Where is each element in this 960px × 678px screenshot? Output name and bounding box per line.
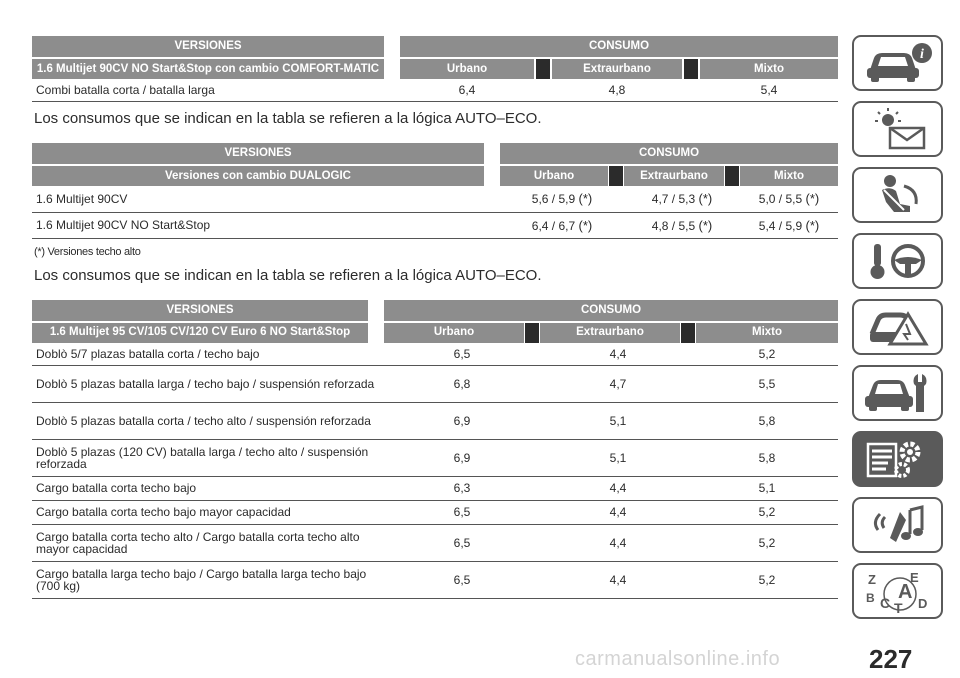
index-letter: D <box>917 596 927 611</box>
header-versions: VERSIONES <box>32 143 484 165</box>
tab-safety[interactable] <box>852 167 943 223</box>
technical-data-icon <box>860 436 936 482</box>
page-number: 227 <box>869 644 913 674</box>
header-consumo: CONSUMO <box>384 300 838 322</box>
maintenance-icon <box>860 370 936 416</box>
safety-airbag-icon <box>860 172 936 218</box>
consumption-table-comfortmatic <box>32 36 838 102</box>
chapter-sidebar <box>852 35 943 629</box>
header-extraurbano: Extraurbano <box>624 165 724 186</box>
header-urbano: Urbano <box>500 165 608 186</box>
note-auto-eco-1: Los consumos que se indican en la tabla se refieren a la lógica AUTO–ECO. <box>34 110 542 127</box>
starting-driving-icon <box>860 238 936 284</box>
tab-warning-lights[interactable] <box>852 101 943 157</box>
header-mixto: Mixto <box>700 58 838 79</box>
table-row: Combi batalla corta / batalla larga 6,4 4,8 5,4 <box>32 79 838 102</box>
table-row: Cargo batalla larga techo bajo / Cargo batalla larga techo bajo (700 kg) 6,5 4,4 5,2 <box>32 561 838 598</box>
content-area <box>32 36 838 599</box>
tab-index[interactable] <box>852 563 943 619</box>
header-versions: VERSIONES <box>32 36 384 58</box>
tab-emergency[interactable] <box>852 299 943 355</box>
header-consumo: CONSUMO <box>400 36 838 58</box>
footnote-mark: (*) <box>805 191 820 207</box>
index-letter: Z <box>867 572 876 587</box>
index-letter: T <box>893 600 903 614</box>
table-row: Doblò 5/7 plazas batalla corta / techo bajo 6,5 4,4 5,2 <box>32 343 838 366</box>
header-model: Versiones con cambio DUALOGIC <box>32 165 484 186</box>
header-mixto: Mixto <box>696 322 838 343</box>
header-urbano: Urbano <box>400 58 534 79</box>
table-row: Cargo batalla corta techo bajo 6,3 4,4 5,1 <box>32 476 838 500</box>
header-extraurbano: Extraurbano <box>540 322 680 343</box>
emergency-icon <box>860 304 936 350</box>
table-row: 1.6 Multijet 90CV NO Start&Stop 6,4 / 6,7 (*) 4,8 / 5,5 (*) 5,4 / 5,9 (*) <box>32 212 838 238</box>
svg-text:i: i <box>919 47 924 62</box>
table-row: Cargo batalla corta techo alto / Cargo batalla corta techo alto mayor capacidad 6,5 4,4 5,2 <box>32 524 838 561</box>
tab-car-info[interactable] <box>852 35 943 91</box>
footnote-mark: (*) <box>698 191 713 207</box>
header-consumo: CONSUMO <box>500 143 838 165</box>
tab-multimedia[interactable] <box>852 497 943 553</box>
header-urbano: Urbano <box>384 322 524 343</box>
footnote-mark: (*) <box>698 217 713 233</box>
warning-lights-icon <box>860 106 936 152</box>
multimedia-icon <box>860 502 936 548</box>
tab-maintenance[interactable] <box>852 365 943 421</box>
table-row: Doblò 5 plazas batalla larga / techo bajo / suspensión reforzada 6,8 4,7 5,5 <box>32 365 838 402</box>
header-versions: VERSIONES <box>32 300 368 322</box>
footnote-mark: (*) <box>578 217 593 233</box>
index-icon <box>860 568 936 614</box>
consumption-table-euro6 <box>32 300 838 599</box>
header-model: 1.6 Multijet 95 CV/105 CV/120 CV Euro 6 NO Start&Stop <box>32 322 368 343</box>
table-row: Doblò 5 plazas batalla corta / techo alto / suspensión reforzada 6,9 5,1 5,8 <box>32 402 838 439</box>
footnote-mark: (*) <box>578 191 593 207</box>
header-extraurbano: Extraurbano <box>552 58 682 79</box>
header-model: 1.6 Multijet 90CV NO Start&Stop con cambio COMFORT-MATIC <box>32 58 384 79</box>
table-row: 1.6 Multijet 90CV 5,6 / 5,9 (*) 4,7 / 5,3 (*) 5,0 / 5,5 (*) <box>32 186 838 212</box>
table-row: Cargo batalla corta techo bajo mayor capacidad 6,5 4,4 5,2 <box>32 500 838 524</box>
footnote-mark: (*) <box>805 217 820 233</box>
index-letter: A <box>897 581 912 603</box>
index-letter: B <box>865 591 875 605</box>
note-auto-eco-2: Los consumos que se indican en la tabla se refieren a la lógica AUTO–ECO. <box>34 266 542 284</box>
tab-starting-driving[interactable] <box>852 233 943 289</box>
index-letter: C <box>879 595 890 611</box>
footnote: (*) Versiones techo alto <box>34 245 141 258</box>
consumption-table-dualogic <box>32 143 838 239</box>
header-mixto: Mixto <box>740 165 838 186</box>
car-info-icon <box>860 40 936 86</box>
watermark: carmanualsonline.info <box>575 648 781 670</box>
tab-technical-data[interactable] <box>852 431 943 487</box>
table-row: Doblò 5 plazas (120 CV) batalla larga / techo alto / suspensión reforzada 6,9 5,1 5,8 <box>32 439 838 476</box>
index-letter: E <box>909 570 919 585</box>
